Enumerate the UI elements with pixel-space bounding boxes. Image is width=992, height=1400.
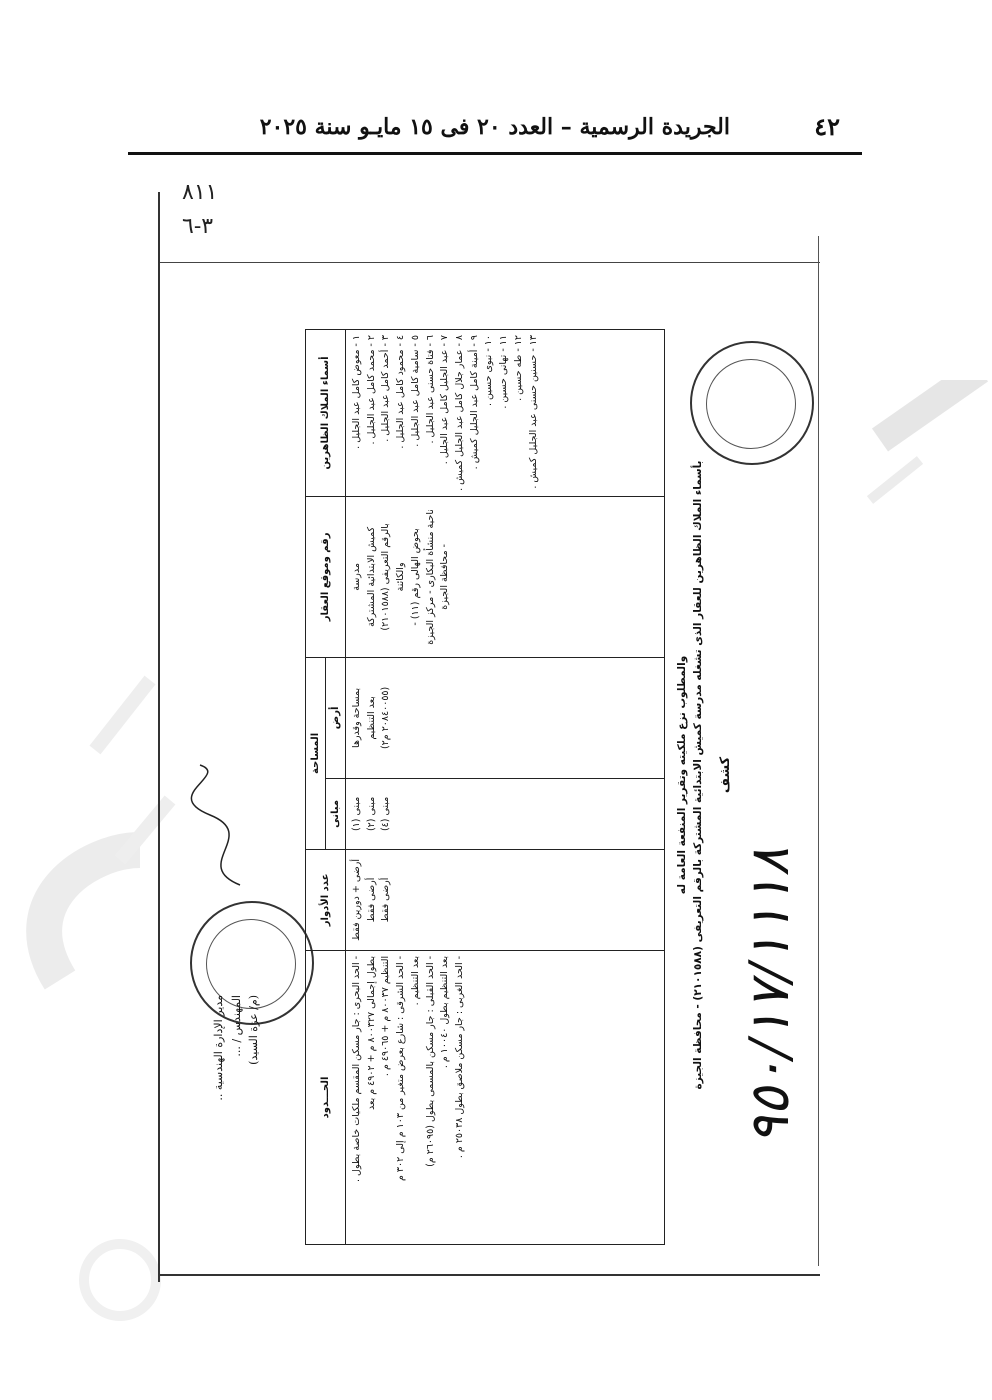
owner-item: ١٢ - طه حسين . [512, 335, 524, 401]
owner-item: ٣ - أحمد كامل عبد الجليل . [380, 335, 392, 442]
boundary-line: بطول إجمالى ٨٠٠٣٢٧ م + ٤٩٠٢ م بعد [365, 955, 377, 1110]
floors-line: أرضى فقط [380, 877, 392, 923]
property-line: بحوض الهالى رقم (١١) - [409, 528, 421, 626]
margin-note-bottom: ٣-٦ [182, 214, 214, 239]
owners-cell [346, 330, 665, 497]
property-line: بالرقم التعريفى (٢١٠١٥٨٨) [380, 523, 392, 631]
signature-name: المهندس / ... [229, 995, 243, 1057]
owner-item: ٨ - عمار جلال كامل عبد الجليل كميش . [454, 335, 466, 491]
boundary-line: التنظيم ٨٠٠٣٧ م + ٤٩٠٦٥ م . [380, 955, 392, 1077]
header-area: المساحة [306, 657, 326, 849]
owner-item: ١ - معوض كامل عبد الجليل . [351, 335, 362, 449]
owner-item: ١٠ - نبوى حسين . [483, 335, 495, 407]
header-boundaries: الحـــدود [306, 950, 346, 1244]
header-building: مبانى [326, 778, 346, 849]
land-line: بعد التنظيم [365, 696, 377, 740]
margin-note-top: ٨١١ [182, 180, 218, 205]
building-cell [346, 778, 665, 849]
owner-item: ١٣ - حسنين حسنى عبد الجليل كميش . [527, 335, 539, 489]
property-cell [346, 496, 665, 657]
official-seal-top [690, 341, 814, 465]
boundary-line: بعد التنظيم بطول ١٠٠٤٠ م . [439, 955, 451, 1069]
signature-engineer: (م/ عزة السيد) [247, 995, 261, 1065]
document-subtitle-line1: بأسماء الملاك الظاهرين للعقار الذى تشغله مدرسة كميش الابتدائية المشتركة بالرقم التعريفى (٢١٠١٥٨٨) - محافظة الجيزة [692, 460, 704, 1090]
running-header-title: الجريدة الرسمية – العدد ٢٠ فى ١٥ مايـو سنة ٢٠٢٥ [259, 114, 730, 140]
property-line: - محافظة الجيزة [439, 544, 451, 610]
signature-title: مدير الإدارة الهندسية .. [212, 995, 225, 1101]
owner-item: ٩ - أمينة كامل عبد الجليل كميش . [468, 335, 480, 470]
land-line: (٢٠٨٤٠٠٥٥ م٢) [380, 686, 392, 750]
owner-item: ٥ - سامية كامل عبد الجليل . [409, 335, 421, 447]
header-floors: عدد الأدوار [306, 849, 346, 950]
property-line: مدرسة [351, 563, 362, 591]
document-subtitle-line2: والمطلوب نزع ملكيته وتقرير المنفعة العامة له [676, 655, 688, 895]
boundary-line: بعد التنظيم . [409, 955, 421, 1006]
scan-edge-top [160, 262, 820, 263]
building-line: مبنى (٤) [380, 796, 392, 832]
building-line: مبنى (١) [351, 796, 362, 832]
scan-edge-right [818, 236, 819, 1266]
land-line: بمساحة وقدرها [351, 687, 362, 748]
page-number: ٤٢ [814, 112, 840, 141]
building-line: مبنى (٢) [365, 796, 377, 832]
owner-item: ٢ - محمد كامل عبد الجليل . [365, 335, 377, 445]
boundary-line: - الحد الشرقى : شارع بعرض متغير من ١٠٣ م إلى ٣٠٢ م [395, 955, 407, 1182]
owner-item: ٤ - محمود كامل عبد الجليل . [395, 335, 407, 449]
boundary-line: - الحد الغربى : جار مسكن ملاصق بطول ٢٥٠٣٨ م . [454, 955, 466, 1159]
owners-table [305, 329, 665, 1245]
scan-edge-bottom [160, 1274, 820, 1276]
header-owners: أسماء الملاك الظاهرين [306, 330, 346, 497]
header-rule [128, 152, 862, 155]
signature-block [210, 995, 263, 1215]
boundary-line: - الحد القبلى : جار مسكن بالمسمى بطول (٢٦٠٩٥ م) [424, 955, 436, 1167]
boundaries-cell [346, 950, 665, 1244]
header-land: أرض [326, 657, 346, 778]
floors-line: أرضى فقط [365, 877, 377, 923]
land-area-cell [346, 657, 665, 778]
header-property: رقم وموقع العقار [306, 496, 346, 657]
owner-item: ٧ - عبد الجليل كامل عبد الجليل . [439, 335, 451, 465]
property-line: كميش الابتدائية المشتركة [365, 526, 377, 627]
owner-item: ٦ - فتاة حسنى عبد الجليل . [424, 335, 436, 444]
property-line: ناحية منشأة البكارى - مركز الجيزة [424, 509, 436, 645]
floors-cell [346, 849, 665, 950]
scan-edge-left [158, 192, 160, 1282]
boundary-line: - الحد البحرى : جار مسكن المقسم ملكيات خاصة بطول . [351, 955, 362, 1182]
property-line: والكائنة [395, 562, 407, 592]
owner-item: ١١ - تهانى حسين . [498, 335, 510, 409]
document-title: كشف [718, 756, 733, 794]
scanned-document [170, 295, 810, 1255]
signature-scribble [180, 755, 270, 895]
floors-line: أرضى + دورين فقط [351, 858, 362, 941]
handwritten-reference-number: ٩٥٠/١٧/١١١٨ [738, 847, 801, 1145]
